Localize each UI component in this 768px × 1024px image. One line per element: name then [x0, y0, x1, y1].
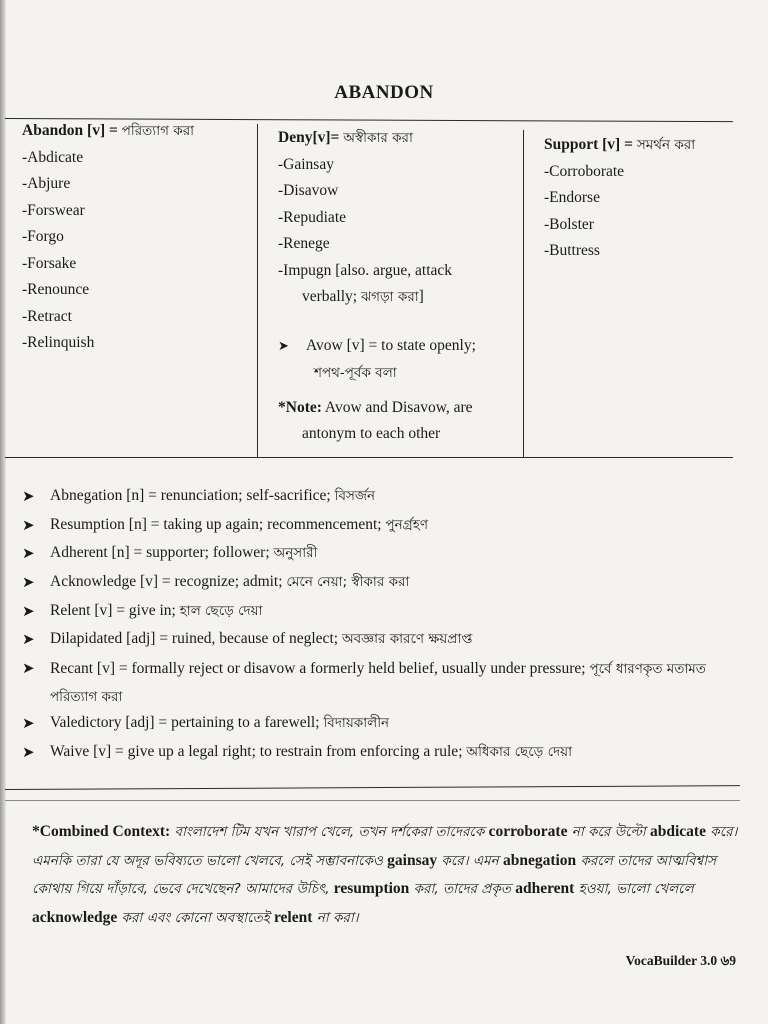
- column-divider-2: [523, 130, 524, 458]
- list-item: -Repudiate: [278, 208, 347, 226]
- list-item: -Bolster: [544, 215, 594, 233]
- arrow-bullet-icon: ➤: [22, 601, 35, 620]
- column-support: [544, 132, 744, 265]
- list-item: -Retract: [22, 307, 72, 325]
- arrow-bullet-icon: ➤: [22, 515, 35, 534]
- note: *Note: Avow and Disavow, are: [278, 398, 473, 416]
- list-item: -Renounce: [22, 281, 90, 298]
- list-item: -Corroborate: [544, 162, 625, 180]
- list-item: -Gainsay: [278, 155, 334, 173]
- note-continuation: antonym to each other: [302, 425, 441, 442]
- context-separator-line: [5, 785, 740, 790]
- list-item: -Endorse: [544, 189, 600, 206]
- page-title: ABANDON: [334, 82, 434, 103]
- vocab-entry: ➤ Abnegation [n] = renunciation; self-sacrifice; বিসর্জন: [22, 483, 752, 512]
- vocab-entry: ➤ Adherent [n] = supporter; follower; অনুসারী: [22, 540, 752, 569]
- column-abandon: [22, 118, 254, 357]
- list-item: -Forsake: [22, 254, 77, 272]
- arrow-bullet-icon: ➤: [22, 630, 35, 649]
- arrow-bullet-icon: ➤: [22, 742, 35, 761]
- combined-context-paragraph: *Combined Context: বাংলাদেশ টিম যখন খারাপ খেলে, তখন দর্শকেরা তাদেরকে corroborate না করে উল্টো abdicate করে। এমনকি তারা যে অদূর ভবিষ্যতে ভালো খেলবে, সেই সম্ভাবনাকেও gainsay করে। এমন abnegation করলে তাদের আত্মবিশ্বাস কোথায় গিয়ে দাঁড়াবে, ভেবে দেখেছেন? আমাদের উচিৎ, resumption করা, তাদের প্রকৃত adherent হওয়া, ভালো খেললে acknowledge করা এবং কোনো অবস্থাতেই relent না করা।: [32, 823, 738, 926]
- vocab-entry: ➤ Dilapidated [adj] = ruined, because of neglect; অবজ্ঞার কারণে ক্ষয়প্রাপ্ত: [22, 626, 752, 655]
- arrow-bullet-icon: ➤: [22, 714, 35, 733]
- column-deny: [278, 125, 518, 448]
- vocab-entry: ➤ Recant [v] = formally reject or disavow a formerly held belief, usually under pressure; পূর্বে ধারণকৃত মতামত পরিত্যাগ করা: [22, 655, 752, 710]
- list-item: -Disavow: [278, 182, 339, 199]
- context-label: *Combined Context:: [32, 823, 171, 840]
- list-item: -Abjure: [22, 175, 71, 192]
- column-header: Deny[v]= অস্বীকার করা: [278, 129, 413, 146]
- vocabulary-list: [22, 483, 752, 768]
- table-bottom-line: [5, 457, 733, 458]
- avow-entry: ➤ Avow [v] = to state openly;: [278, 333, 518, 361]
- vocab-entry: ➤ Acknowledge [v] = recognize; admit; মেনে নেয়া; স্বীকার করা: [22, 569, 752, 598]
- column-divider-1: [257, 124, 258, 458]
- context-separator-line-2: [5, 800, 740, 801]
- arrow-bullet-icon: ➤: [22, 573, 35, 592]
- arrow-bullet-icon: ➤: [22, 659, 35, 678]
- list-item: -Impugn [also. argue, attack: [278, 261, 453, 279]
- vocab-entry: ➤ Relent [v] = give in; হাল ছেড়ে দেয়া: [22, 598, 752, 627]
- vocab-entry: ➤ Waive [v] = give up a legal right; to restrain from enforcing a rule; অধিকার ছেড়ে দেয়া: [22, 739, 752, 768]
- list-item: -Abdicate: [22, 148, 84, 166]
- arrow-bullet-icon: ➤: [22, 544, 35, 563]
- vocab-entry: ➤ Resumption [n] = taking up again; recommencement; পুনর্গ্রহণ: [22, 512, 752, 541]
- avow-translation: শপথ-পূর্বক বলা: [314, 365, 397, 381]
- list-item: -Forgo: [22, 228, 64, 245]
- arrow-bullet-icon: ➤: [22, 487, 35, 505]
- column-header: Abandon [v] = পরিত্যাগ করা: [22, 122, 195, 139]
- list-item: -Relinquish: [22, 334, 95, 351]
- column-header: Support [v] = সমর্থন করা: [544, 136, 696, 153]
- arrow-bullet-icon: ➤: [278, 338, 289, 354]
- list-item-continuation: verbally; ঝগড়া করা]: [302, 288, 424, 305]
- vocab-entry: ➤ Valedictory [adj] = pertaining to a farewell; বিদায়কালীন: [22, 710, 752, 739]
- list-item: -Forswear: [22, 201, 85, 219]
- list-item: -Buttress: [544, 242, 600, 259]
- list-item: -Renege: [278, 235, 330, 252]
- page-edge-shadow: [0, 0, 6, 1024]
- page-footer: VocaBuilder 3.0 ৬9: [625, 953, 736, 968]
